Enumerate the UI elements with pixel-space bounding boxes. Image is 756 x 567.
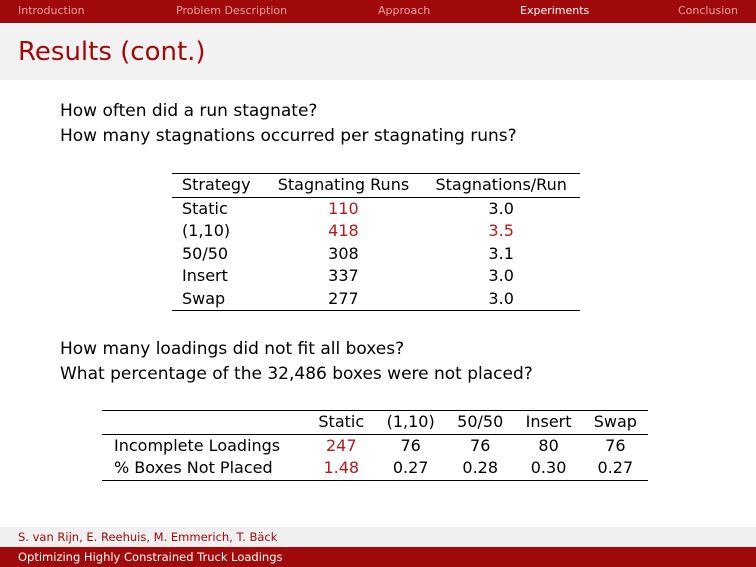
header-1-10: (1,10) — [375, 411, 446, 435]
question-3: How many loadings did not fit all boxes? — [60, 339, 405, 359]
cell: 76 — [470, 435, 491, 455]
nav-item-problem-description[interactable]: Problem Description — [176, 4, 288, 17]
cell: 76 — [400, 435, 421, 455]
table-row — [172, 197, 580, 220]
cell: 3.0 — [422, 288, 580, 311]
section-nav — [0, 0, 756, 23]
cell: 277 — [265, 288, 423, 311]
cell: 0.30 — [514, 457, 582, 480]
cell: 50/50 — [182, 243, 229, 263]
cell: 0.27 — [375, 457, 446, 480]
header-stagnating-runs: Stagnating Runs — [265, 174, 423, 198]
nav-item-introduction[interactable]: Introduction — [18, 4, 85, 17]
table-row — [172, 243, 580, 266]
footer-authors-bar — [0, 527, 756, 547]
nav-item-approach[interactable]: Approach — [378, 4, 431, 17]
table-row — [102, 457, 648, 480]
row-label: % Boxes Not Placed — [102, 457, 307, 480]
cell: 337 — [328, 266, 359, 285]
footer-authors: S. van Rijn, E. Reehuis, M. Emmerich, T. Bäck — [18, 530, 278, 544]
table-row — [172, 220, 580, 243]
cell: Insert — [182, 266, 228, 285]
cell: 3.0 — [488, 266, 514, 285]
header-empty — [102, 411, 307, 435]
cell: 3.0 — [488, 198, 514, 218]
cell: 0.28 — [446, 457, 514, 480]
row-label: Incomplete Loadings — [114, 435, 281, 455]
cell: 3.5 — [488, 221, 514, 240]
table-header-row — [102, 411, 648, 435]
table-row — [102, 434, 648, 457]
cell: 80 — [538, 435, 559, 455]
cell: 1.48 — [307, 457, 375, 480]
cell: Swap — [172, 288, 265, 311]
cell: 110 — [328, 198, 359, 218]
header-strategy: Strategy — [172, 174, 265, 198]
question-4: What percentage of the 32,486 boxes were not placed? — [60, 364, 533, 384]
cell: 76 — [605, 435, 626, 455]
question-1: How often did a run stagnate? — [60, 101, 318, 121]
question-2: How many stagnations occurred per stagnating runs? — [60, 126, 517, 146]
table-row — [172, 265, 580, 288]
cell: (1,10) — [182, 221, 231, 240]
header-stagnations-per-run: Stagnations/Run — [422, 174, 580, 198]
cell: 3.1 — [488, 243, 514, 263]
table-header-row — [172, 174, 580, 198]
header-swap: Swap — [583, 411, 648, 435]
cell: 308 — [328, 243, 359, 263]
cell: 418 — [328, 221, 359, 240]
nav-item-conclusion[interactable]: Conclusion — [678, 4, 738, 17]
unplaced-boxes-table — [102, 410, 648, 481]
table-row — [172, 288, 580, 311]
cell: 247 — [326, 435, 357, 455]
header-50-50: 50/50 — [446, 411, 514, 435]
header-static: Static — [307, 411, 375, 435]
footer-title-bar — [0, 547, 756, 567]
slide-title: Results (cont.) — [18, 37, 206, 67]
nav-item-experiments[interactable]: Experiments — [520, 4, 590, 17]
cell: Static — [182, 198, 228, 218]
cell: 0.27 — [583, 457, 648, 480]
header-insert: Insert — [514, 411, 582, 435]
footer-talk-title: Optimizing Highly Constrained Truck Loadings — [18, 550, 283, 564]
stagnation-table — [172, 173, 580, 311]
